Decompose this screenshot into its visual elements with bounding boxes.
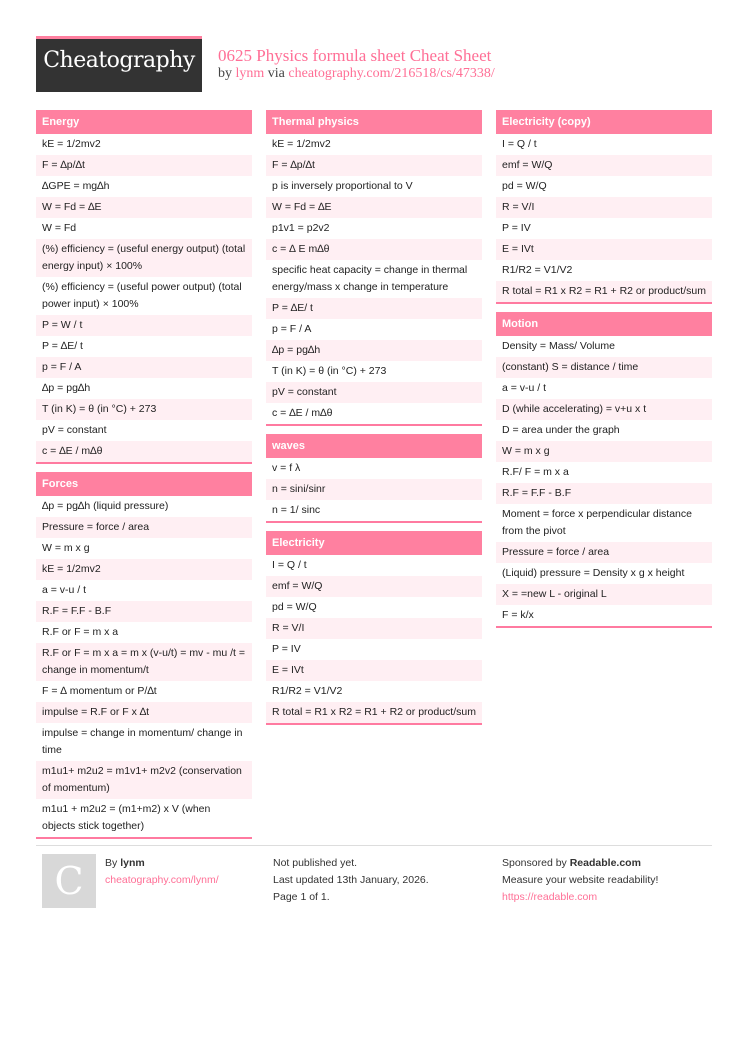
- column-2: [266, 110, 482, 733]
- avatar[interactable]: C: [42, 854, 96, 908]
- formula-row: (%) efficiency = (useful power output) (total power input) × 100%: [36, 277, 252, 315]
- formula-row: specific heat capacity = change in thermal energy/mass x change in temperature: [266, 260, 482, 298]
- formula-row: c = ∆ E m∆θ: [266, 239, 482, 260]
- formula-row: W = Fd = ∆E: [36, 197, 252, 218]
- formula-row: c = ∆E / m∆θ: [36, 441, 252, 462]
- footer-meta: [273, 855, 429, 906]
- footer-author-name: lynm: [120, 857, 145, 869]
- formula-row: F = ∆ momentum or P/∆t: [36, 681, 252, 702]
- section-thermal-physics: [266, 110, 482, 426]
- formula-row: E = IVt: [496, 239, 712, 260]
- formula-row: R total = R1 x R2 = R1 + R2 or product/sum: [496, 281, 712, 302]
- formula-row: R1/R2 = V1/V2: [266, 681, 482, 702]
- section-heading: Forces: [36, 472, 252, 496]
- formula-row: T (in K) = θ (in °C) + 273: [266, 361, 482, 382]
- formula-row: R.F or F = m x a = m x (v-u/t) = mv - mu /t = change in momentum/t: [36, 643, 252, 681]
- logo-accent-bar: [36, 36, 202, 39]
- formula-row: T (in K) = θ (in °C) + 273: [36, 399, 252, 420]
- formula-row: R = V/I: [266, 618, 482, 639]
- formula-row: a = v-u / t: [36, 580, 252, 601]
- footer-by-line: [105, 855, 219, 872]
- formula-row: p = F / A: [36, 357, 252, 378]
- section-rows: [266, 134, 482, 424]
- formula-row: D = area under the graph: [496, 420, 712, 441]
- section-rows: [36, 496, 252, 837]
- formula-row: R1/R2 = V1/V2: [496, 260, 712, 281]
- formula-row: pV = constant: [36, 420, 252, 441]
- formula-row: v = f λ: [266, 458, 482, 479]
- formula-row: (%) efficiency = (useful energy output) (total energy input) × 100%: [36, 239, 252, 277]
- formula-row: R.F = F.F - B.F: [36, 601, 252, 622]
- formula-row: D (while accelerating) = v+u x t: [496, 399, 712, 420]
- formula-row: P = ∆E/ t: [36, 336, 252, 357]
- section-waves: [266, 434, 482, 523]
- section-electricity-copy: [496, 110, 712, 304]
- section-rows: [266, 555, 482, 723]
- byline: [218, 66, 495, 82]
- formula-row: I = Q / t: [266, 555, 482, 576]
- footer-by-label: By: [105, 857, 118, 869]
- section-heading: Electricity (copy): [496, 110, 712, 134]
- formula-row: a = v-u / t: [496, 378, 712, 399]
- column-1: [36, 110, 252, 847]
- section-rows: [36, 134, 252, 462]
- formula-row: pV = constant: [266, 382, 482, 403]
- formula-row: emf = W/Q: [266, 576, 482, 597]
- formula-row: F = ∆p/∆t: [266, 155, 482, 176]
- formula-row: R = V/I: [496, 197, 712, 218]
- formula-row: (constant) S = distance / time: [496, 357, 712, 378]
- footer-author-link[interactable]: cheatography.com/lynm/: [105, 874, 219, 886]
- sponsored-label: Sponsored by: [502, 857, 567, 869]
- section-rows: [496, 134, 712, 302]
- formula-row: kE = 1/2mv2: [36, 134, 252, 155]
- formula-row: (Liquid) pressure = Density x g x height: [496, 563, 712, 584]
- column-3: [496, 110, 712, 636]
- formula-row: Density = Mass/ Volume: [496, 336, 712, 357]
- section-electricity: [266, 531, 482, 725]
- formula-row: c = ∆E / m∆θ: [266, 403, 482, 424]
- formula-row: I = Q / t: [496, 134, 712, 155]
- formula-row: p is inversely proportional to V: [266, 176, 482, 197]
- formula-row: Pressure = force / area: [36, 517, 252, 538]
- formula-row: R.F/ F = m x a: [496, 462, 712, 483]
- formula-row: W = Fd = ∆E: [266, 197, 482, 218]
- section-rows: [496, 336, 712, 626]
- formula-row: F = ∆p/∆t: [36, 155, 252, 176]
- formula-row: m1u1 + m2u2 = (m1+m2) x V (when objects stick together): [36, 799, 252, 837]
- page-count: Page 1 of 1.: [273, 891, 330, 903]
- sponsor-link[interactable]: https://readable.com: [502, 891, 598, 903]
- formula-row: W = m x g: [36, 538, 252, 559]
- formula-row: E = IVt: [266, 660, 482, 681]
- sponsor-line: [502, 855, 658, 872]
- published-status: Not published yet.: [273, 857, 358, 869]
- section-forces: [36, 472, 252, 839]
- formula-row: impulse = change in momentum/ change in time: [36, 723, 252, 761]
- formula-row: m1u1+ m2u2 = m1v1+ m2v2 (conservation of momentum): [36, 761, 252, 799]
- last-updated: Last updated 13th January, 2026.: [273, 874, 429, 886]
- sponsor-name: Readable.com: [569, 857, 641, 869]
- section-motion: [496, 312, 712, 628]
- section-heading: Energy: [36, 110, 252, 134]
- formula-row: X = =new L - original L: [496, 584, 712, 605]
- formula-row: P = IV: [496, 218, 712, 239]
- formula-row: kE = 1/2mv2: [266, 134, 482, 155]
- logo[interactable]: [36, 36, 202, 92]
- section-heading: Thermal physics: [266, 110, 482, 134]
- section-heading: waves: [266, 434, 482, 458]
- byline-via: via: [267, 66, 285, 81]
- formula-row: Pressure = force / area: [496, 542, 712, 563]
- formula-row: n = 1/ sinc: [266, 500, 482, 521]
- formula-row: impulse = R.F or F x ∆t: [36, 702, 252, 723]
- sheet-url-link[interactable]: cheatography.com/216518/cs/47338/: [288, 66, 495, 81]
- logo-text: Cheatography: [43, 48, 195, 73]
- section-heading: Motion: [496, 312, 712, 336]
- section-energy: [36, 110, 252, 464]
- byline-by: by: [218, 66, 232, 81]
- section-rows: [266, 458, 482, 521]
- formula-row: p = F / A: [266, 319, 482, 340]
- formula-row: P = W / t: [36, 315, 252, 336]
- formula-row: ∆p = pg∆h (liquid pressure): [36, 496, 252, 517]
- formula-row: pd = W/Q: [266, 597, 482, 618]
- formula-row: p1v1 = p2v2: [266, 218, 482, 239]
- formula-row: P = ∆E/ t: [266, 298, 482, 319]
- sponsor-tagline: Measure your website readability!: [502, 874, 659, 886]
- section-heading: Electricity: [266, 531, 482, 555]
- formula-row: kE = 1/2mv2: [36, 559, 252, 580]
- formula-row: emf = W/Q: [496, 155, 712, 176]
- footer-author: [105, 855, 219, 889]
- formula-row: ∆GPE = mg∆h: [36, 176, 252, 197]
- formula-row: R.F or F = m x a: [36, 622, 252, 643]
- footer: [36, 845, 712, 915]
- page-title: 0625 Physics formula sheet Cheat Sheet: [218, 46, 492, 65]
- formula-row: R.F = F.F - B.F: [496, 483, 712, 504]
- formula-row: P = IV: [266, 639, 482, 660]
- formula-row: ∆p = pg∆h: [36, 378, 252, 399]
- formula-row: pd = W/Q: [496, 176, 712, 197]
- formula-row: W = Fd: [36, 218, 252, 239]
- formula-row: Moment = force x perpendicular distance from the pivot: [496, 504, 712, 542]
- formula-row: R total = R1 x R2 = R1 + R2 or product/sum: [266, 702, 482, 723]
- formula-row: ∆p = pg∆h: [266, 340, 482, 361]
- footer-sponsor: [502, 855, 658, 906]
- formula-row: W = m x g: [496, 441, 712, 462]
- formula-row: F = k/x: [496, 605, 712, 626]
- author-link[interactable]: lynm: [235, 66, 265, 81]
- formula-row: n = sini/sinr: [266, 479, 482, 500]
